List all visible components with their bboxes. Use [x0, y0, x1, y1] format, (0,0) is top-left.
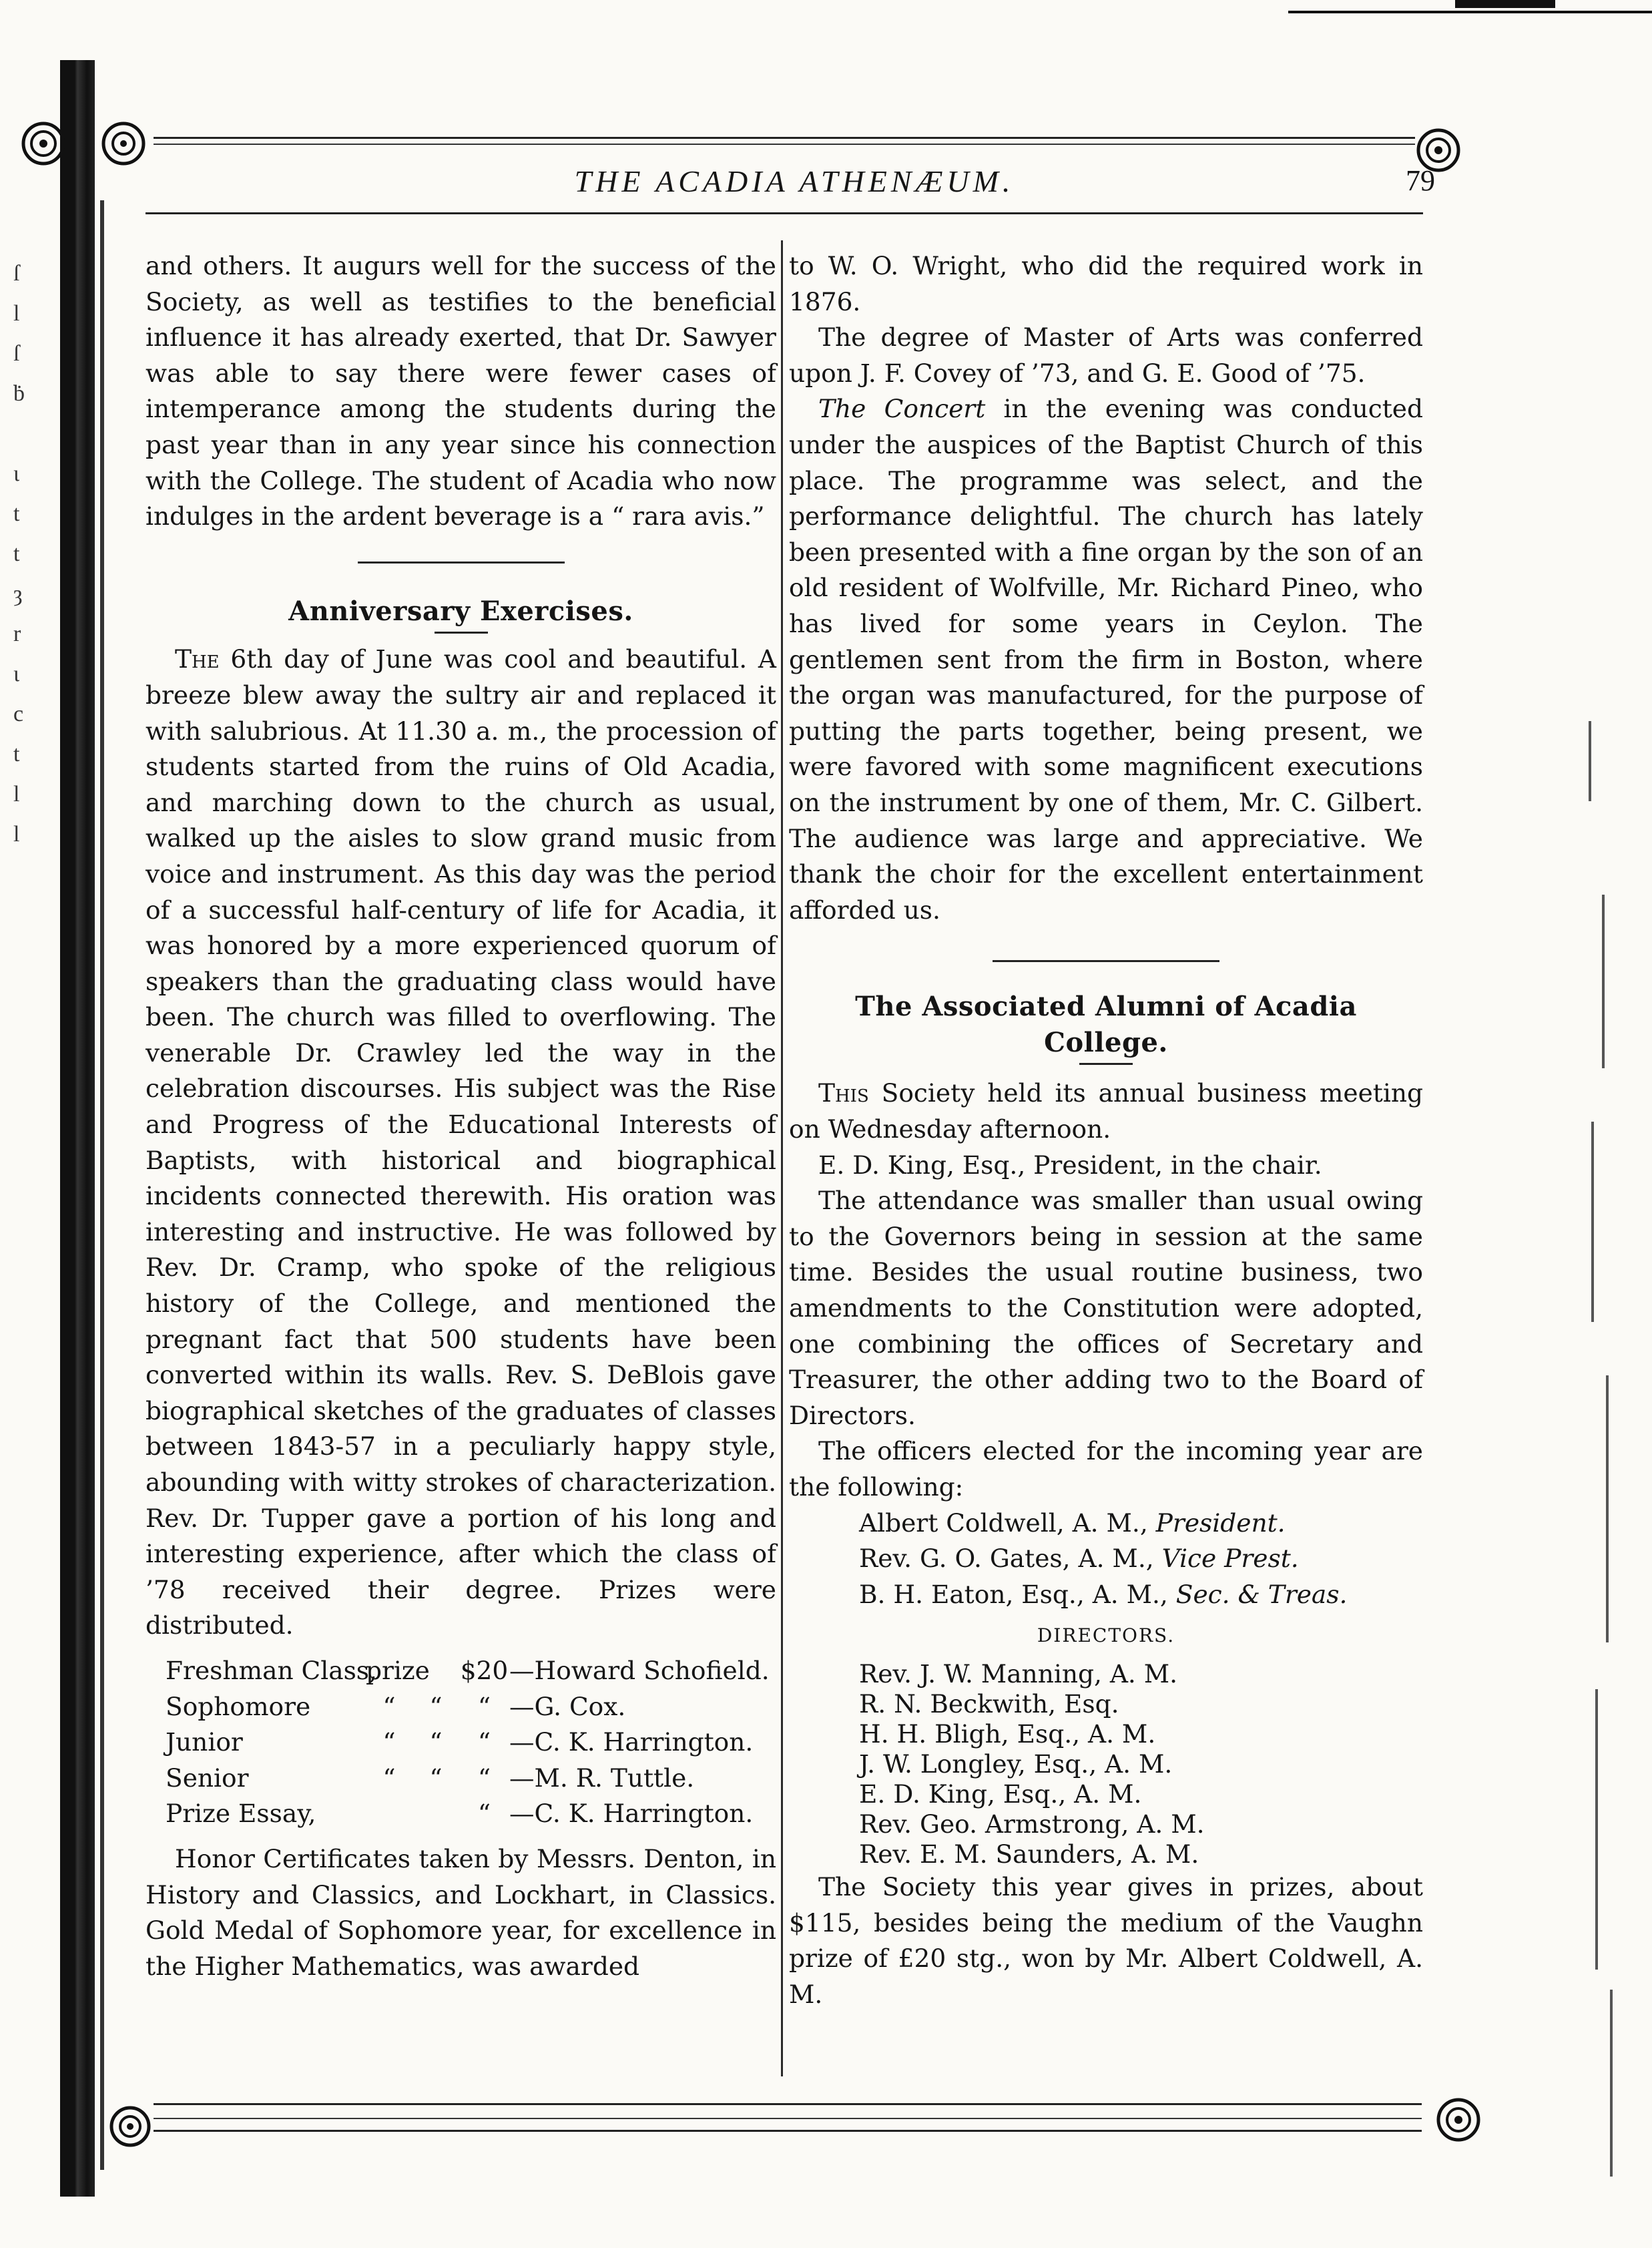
- paragraph: and others. It augurs well for the success of the Society, as well as testifies to the beneficial influence it has already exerted, that Dr. Sawyer was able to say there were fewer cases of intemperance among the students during the past year than in any year since his connection with the College. The student of Acadia who now indulges in the ardent beverage is a “ rara avis.”: [146, 251, 776, 531]
- director-entry: E. D. King, Esq., A. M.: [859, 1779, 1142, 1809]
- paragraph-body: 6th day of June was cool and beautiful. A breeze blew away the sultry air and replaced it with salubrious. At 11.30 a. m., the procession of students started from the ruins of Old Acadia, and marching down to the church as usual, walked up the aisles to slow grand music from voice and instrument. As this day was the period of a successful half-century of life for Acadia, it was honored by a more experienced quorum of speakers than the graduating class would have been. The church was filled to overflowing. The venerable Dr. Crawley led the way in the celebration discourses. His subject was the Rise and Progress of the Educational Interests of Baptists, with historical and biographical incidents connected therewith. His oration was interesting and instructive. He was followed by Rev. Dr. Cramp, who spoke of the religious history of the College, and mentioned the pregnant fact that 500 students have been converted within its walls. Rev. S. DeBlois gave biographical sketches of the graduates of classes between 1843-57 in a peculiarly happy style, abounding with witty strokes of characterization. Rev. Dr. Tupper gave a portion of his long and interesting experience, after which the class of ’78 received their degree. Prizes were distributed.: [146, 644, 776, 1640]
- director-entry: J. W. Longley, Esq., A. M.: [859, 1749, 1173, 1779]
- prize-class: Prize Essay,: [166, 1799, 316, 1829]
- left-column: [146, 248, 776, 1984]
- facing-page-bleed: ſ l ſ ḃ ι t t ȝ r ι c t l l: [13, 261, 25, 847]
- officer-name: B. H. Eaton, Esq., A. M.,: [859, 1579, 1176, 1609]
- prize-row: [166, 1689, 776, 1725]
- prize-ditto: “: [429, 1727, 443, 1757]
- scan-edge-mark: [1455, 0, 1555, 8]
- column-divider: [781, 240, 783, 2076]
- prize-ditto: [412, 1796, 459, 1832]
- prize-class: Senior: [166, 1763, 249, 1793]
- footer-rule: [154, 2103, 1422, 2105]
- directors-list: [789, 1659, 1423, 1869]
- scroll-ornament-icon: [100, 2096, 160, 2157]
- officer-entry: [789, 1577, 1423, 1613]
- officer-role: Sec. & Treas.: [1175, 1579, 1348, 1609]
- heading-underline: [435, 632, 488, 634]
- paragraph: The officers elected for the incoming year are the following:: [789, 1436, 1423, 1502]
- prize-ditto: “: [477, 1763, 491, 1793]
- right-column: [789, 248, 1423, 2012]
- page-edge-line: [100, 200, 104, 2170]
- paragraph: The Society this year gives in prizes, about $115, besides being the medium of the Vaughn prize of £20 stg., won by Mr. Albert Coldwell, A. M.: [789, 1871, 1423, 2009]
- prize-ditto: prize: [366, 1655, 430, 1685]
- scroll-ornament-icon: [1428, 2090, 1488, 2150]
- officer-role: Vice Prest.: [1161, 1544, 1299, 1574]
- right-margin-marks: [1582, 721, 1622, 2190]
- prize-list: [166, 1653, 776, 1832]
- prize-winner: —Howard Schofield.: [509, 1655, 770, 1685]
- header-bottom-rule: [146, 212, 1423, 214]
- section-heading-alumni: The Associated Alumni of Acadia College.: [855, 991, 1357, 1058]
- prize-winner: —G. Cox.: [509, 1691, 626, 1721]
- section-rule: [993, 960, 1219, 962]
- prize-class: Freshman Class,: [166, 1655, 377, 1685]
- paragraph: The degree of Master of Arts was conferred upon J. F. Covey of ’73, and G. E. Good of ’75.: [789, 322, 1423, 388]
- prize-ditto: [412, 1653, 459, 1689]
- officer-name: Rev. G. O. Gates, A. M.,: [859, 1544, 1162, 1574]
- footer-rule-inner: [154, 2118, 1422, 2119]
- running-title: THE ACADIA ATHENÆUM.: [574, 164, 1015, 198]
- director-entry: Rev. Geo. Armstrong, A. M.: [859, 1809, 1205, 1839]
- director-entry: H. H. Bligh, Esq., A. M.: [859, 1719, 1156, 1749]
- prize-class: Junior: [166, 1727, 243, 1757]
- page-number: 79: [1406, 164, 1435, 197]
- header-top-rule: [154, 137, 1415, 139]
- paragraph: [789, 1076, 1423, 1147]
- section-rule: [358, 561, 565, 564]
- paragraph: [146, 642, 776, 1644]
- prize-ditto: “: [477, 1727, 491, 1757]
- director-entry: R. N. Beckwith, Esq.: [859, 1689, 1119, 1719]
- prize-ditto: [366, 1796, 412, 1832]
- footer-rule-bottom: [154, 2130, 1422, 2132]
- prize-row: [166, 1725, 776, 1761]
- scroll-ornament-icon: [13, 114, 73, 174]
- prize-row: [166, 1761, 776, 1797]
- scroll-ornament-icon: [93, 114, 154, 174]
- officer-entry: [789, 1506, 1423, 1542]
- lead-word: The: [175, 644, 220, 674]
- heading-underline: [1079, 1063, 1133, 1065]
- prize-winner: —C. K. Harrington.: [509, 1727, 754, 1757]
- prize-winner: —M. R. Tuttle.: [509, 1763, 695, 1793]
- paragraph: E. D. King, Esq., President, in the chair.: [818, 1150, 1322, 1180]
- book-spine-shadow: [60, 60, 95, 2197]
- prize-ditto: “: [477, 1691, 491, 1721]
- prize-class: Sophomore: [166, 1691, 311, 1721]
- header-top-rule-inner: [154, 144, 1415, 145]
- prize-ditto: “: [382, 1727, 396, 1757]
- lead-phrase: The Concert: [818, 394, 986, 424]
- paragraph-body: in the evening was conducted under the auspices of the Baptist Church of this place. The programme was select, and the performance delightful. The church has lately been presented with a fine organ by the son of an old resident of Wolfville, Mr. Richard Pineo, who has lived for some years in Ceylon. The gentlemen sent from the firm in Boston, where the organ was manufactured, for the purpose of putting the parts together, being present, we were favored with some magnificent executions on the instrument by one of them, Mr. C. Gilbert. The audience was large and appreciative. We thank the choir for the excellent entertainment afforded us.: [789, 394, 1424, 925]
- prize-amount: $20: [460, 1655, 509, 1685]
- prize-ditto: “: [429, 1691, 443, 1721]
- lead-word: This: [818, 1078, 869, 1108]
- prize-ditto: “: [382, 1763, 396, 1793]
- running-header: [160, 164, 1435, 204]
- prize-row: [166, 1796, 776, 1832]
- paragraph: to W. O. Wright, who did the required work in 1876.: [789, 251, 1423, 316]
- directors-heading: DIRECTORS.: [1037, 1624, 1175, 1647]
- prize-ditto: “: [429, 1763, 443, 1793]
- paragraph-body: Society held its annual business meeting on Wednesday afternoon.: [789, 1078, 1423, 1144]
- paragraph: Honor Certificates taken by Messrs. Denton, in History and Classics, and Lockhart, in Classics. Gold Medal of Sophomore year, for excellence in the Higher Mathematics, was awarded: [146, 1843, 776, 1981]
- officers-list: [789, 1506, 1423, 1613]
- paragraph: The attendance was smaller than usual owing to the Governors being in session at the same time. Besides the usual routine business, two amendments to the Constitution were adopted, one combining the offices of Secretary and Treasurer, the other adding two to the Board of Directors.: [789, 1186, 1423, 1430]
- prize-ditto: “: [382, 1691, 396, 1721]
- prize-row: [166, 1653, 776, 1689]
- prize-ditto: “: [477, 1799, 491, 1829]
- paragraph: [789, 391, 1423, 928]
- officer-role: President.: [1155, 1508, 1286, 1538]
- section-heading-anniversary: Anniversary Exercises.: [288, 595, 633, 627]
- officer-name: Albert Coldwell, A. M.,: [859, 1508, 1156, 1538]
- director-entry: Rev. J. W. Manning, A. M.: [859, 1658, 1178, 1689]
- prize-winner: —C. K. Harrington.: [509, 1799, 754, 1829]
- director-entry: Rev. E. M. Saunders, A. M.: [859, 1839, 1199, 1869]
- officer-entry: [789, 1541, 1423, 1577]
